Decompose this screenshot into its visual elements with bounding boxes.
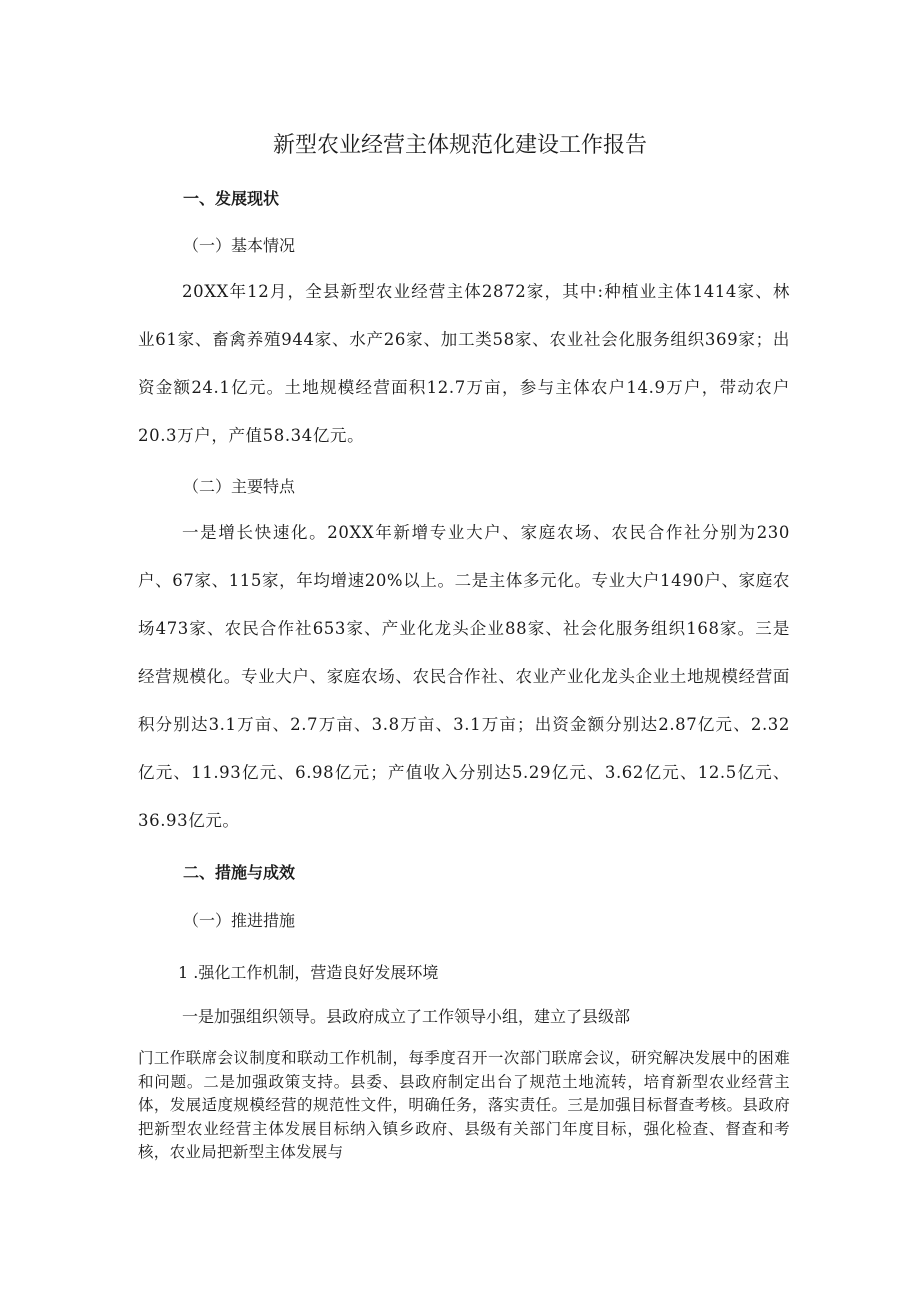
subsection-heading-basic: （一）基本情况 <box>183 236 296 255</box>
numbered-item-1: 1 .强化工作机制，营造良好发展环境 <box>178 963 439 982</box>
paragraph-basic-info: 20XX年12月，全县新型农业经营主体2872家，其中:种植业主体1414家、林业61家、畜禽养殖944家、水产26家、加工类58家、农业社会化服务组织369家；出资金额24.1亿元。土地规模经营面积12.7万亩，参与主体农户14.9万户，带动农户20.3万户，产值58.34亿元。 <box>138 282 790 445</box>
section-heading-measures: 二、措施与成效 <box>183 863 296 882</box>
section-heading-status: 一、发展现状 <box>183 189 280 208</box>
document-title: 新型农业经营主体规范化建设工作报告 <box>272 133 647 158</box>
paragraph-features: 一是增长快速化。20XX年新增专业大户、家庭农场、农民合作社分别为230户、67家、115家，年均增速20%以上。二是主体多元化。专业大户1490户、家庭农场473家、农民合作社653家、产业化龙头企业88家、社会化服务组织168家。三是经营规模化。专业大户、家庭农场、农民合作社、农业产业化龙头企业土地规模经营面积分别达3.1万亩、2.7万亩、3.8万亩、3.1万亩；出资金额分别达2.87亿元、2.32亿元、11.93亿元、6.98亿元；产值收入分别达5.29亿元、3.62亿元、12.5亿元、36.93亿元。 <box>138 523 790 830</box>
paragraph-line-organization: 一是加强组织领导。县政府成立了工作领导小组，建立了县级部 <box>182 1007 631 1026</box>
subsection-heading-features: （二）主要特点 <box>183 477 296 496</box>
paragraph-dense-text: 门工作联席会议制度和联动工作机制，每季度召开一次部门联席会议，研究解决发展中的困难和问题。二是加强政策支持。县委、县政府制定出台了规范土地流转，培育新型农业经营主体，发展适度规模经营的规范性文件，明确任务，落实责任。三是加强目标督查考核。县政府把新型农业经营主体发展目标纳入镇乡政府、县级有关部门年度目标，强化检查、督查和考核，农业局把新型主体发展与 <box>138 1049 790 1161</box>
subsection-heading-measures: （一）推进措施 <box>183 911 296 930</box>
